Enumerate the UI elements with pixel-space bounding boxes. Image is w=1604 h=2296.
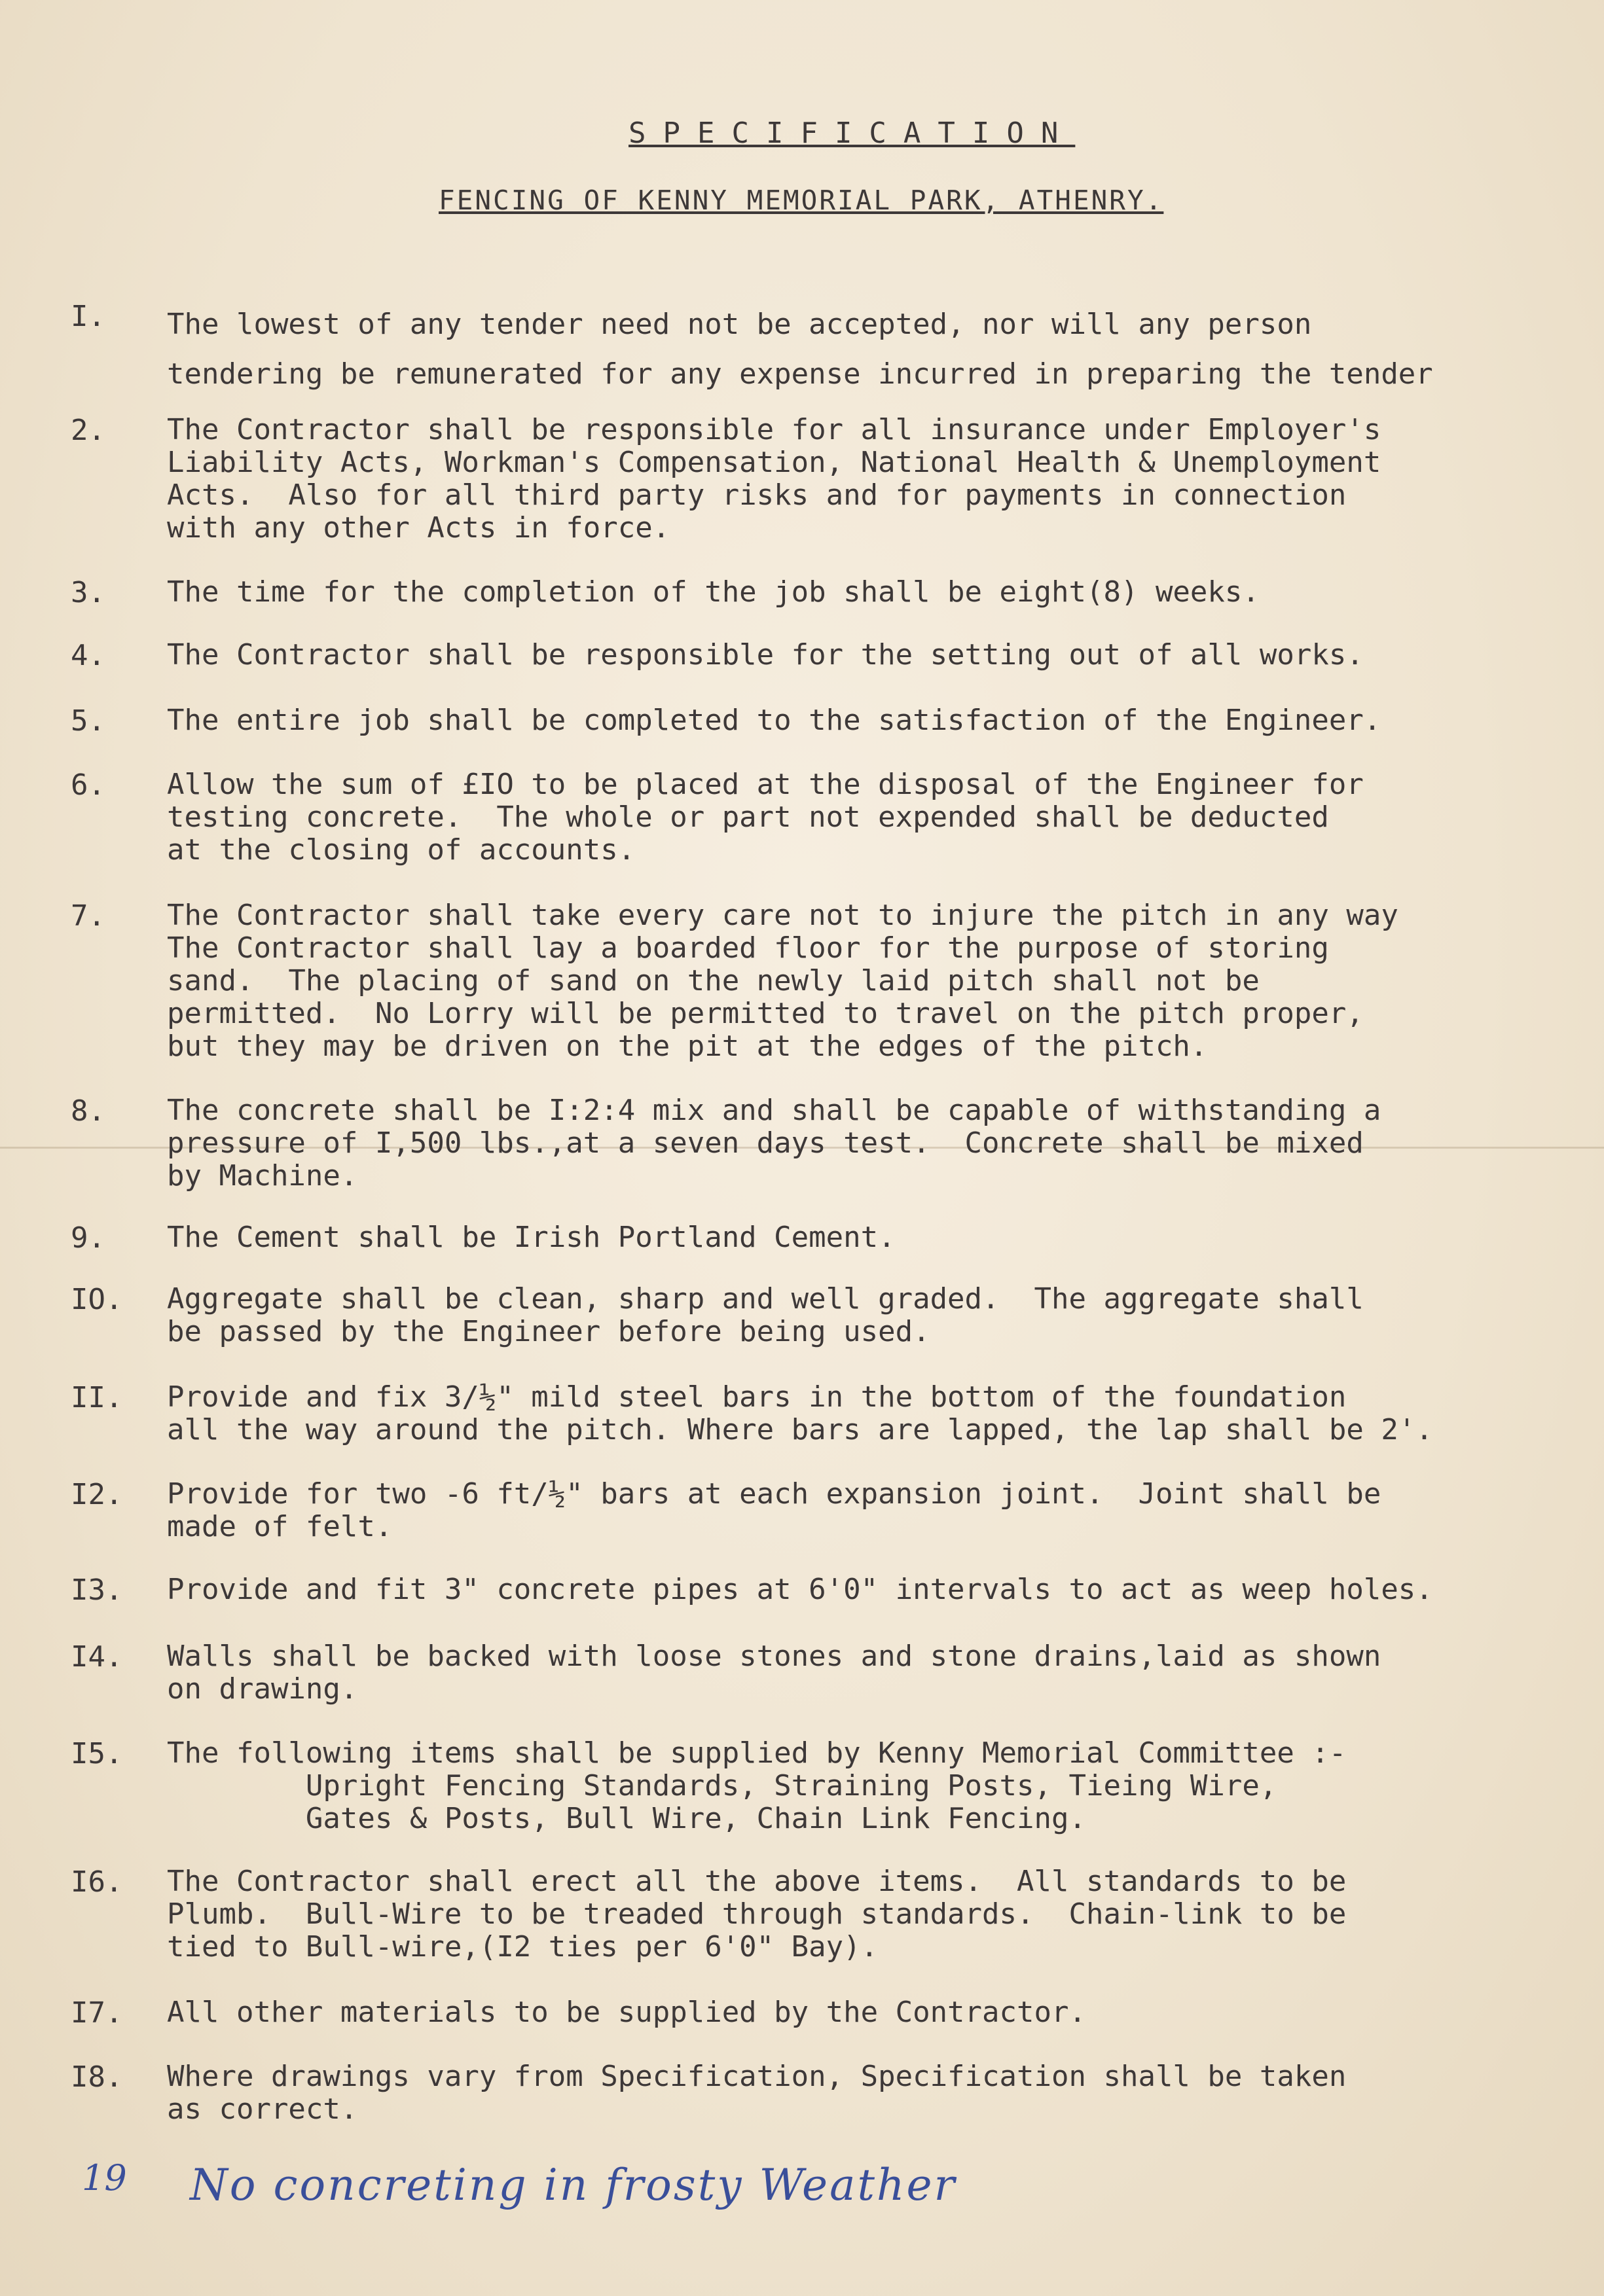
clause-text: Provide and fix 3/½" mild steel bars in the bottom of the foundation all the way around the pitch. Where bars are lapped, the lap shall be 2'. <box>167 1380 1433 1446</box>
clause-number: I5. <box>71 1737 123 1770</box>
clause-text: Allow the sum of £IO to be placed at the disposal of the Engineer for testing concrete. The whole or part not expended shall be deducted at the closing of accounts. <box>167 768 1364 867</box>
clause-number: IO. <box>71 1283 123 1316</box>
clause-text: Walls shall be backed with loose stones and stone drains,laid as shown on drawing. <box>167 1640 1381 1706</box>
clause-text: The entire job shall be completed to the satisfaction of the Engineer. <box>167 704 1381 737</box>
clause-number: 5. <box>71 704 105 738</box>
handwritten-clause-text: No concreting in frosty Weather <box>190 2160 957 2210</box>
clause-text: All other materials to be supplied by the Contractor. <box>167 1996 1086 2029</box>
clause-text: The Cement shall be Irish Portland Cement. <box>167 1221 896 1254</box>
clause-number: 2. <box>71 414 105 447</box>
clause-number: 9. <box>71 1221 105 1255</box>
clause-text: Where drawings vary from Specification, Specification shall be taken as correct. <box>167 2060 1347 2126</box>
clause-text: The concrete shall be I:2:4 mix and shall be capable of withstanding a pressure of I,500 lbs.,at a seven days test. Concrete shall be mixed by Machine. <box>167 1094 1381 1193</box>
clause-text: The lowest of any tender need not be accepted, nor will any person tendering be remunerated for any expense incurred in preparing the tender <box>167 308 1433 391</box>
clause-number: 6. <box>71 768 105 802</box>
clause-number: I6. <box>71 1865 123 1899</box>
clause-number: 7. <box>71 899 105 933</box>
clause-text: Provide and fit 3" concrete pipes at 6'0" intervals to act as weep holes. <box>167 1573 1433 1606</box>
clause-text: The Contractor shall take every care not to injure the pitch in any way The Contractor shall lay a boarded floor for the purpose of storing sand. The placing of sand on the newly laid pitch shall not be permitted. No Lorry will be permitted to travel on the pitch proper, but they may be driven on the pit at the edges of the pitch. <box>167 899 1398 1063</box>
clause-number: I. <box>71 300 105 333</box>
clause-number: I8. <box>71 2060 123 2094</box>
clause-number: I3. <box>71 1573 123 1607</box>
clause-text: Aggregate shall be clean, sharp and well graded. The aggregate shall be passed by the Engineer before being used. <box>167 1282 1364 1348</box>
clause-number: 4. <box>71 639 105 672</box>
document-title: SPECIFICATION <box>629 117 1076 150</box>
clause-number: II. <box>71 1381 123 1414</box>
clause-number: 3. <box>71 576 105 609</box>
clause-number: I2. <box>71 1478 123 1511</box>
clause-number: I7. <box>71 1996 123 2030</box>
clause-text: The Contractor shall be responsible for the setting out of all works. <box>167 638 1364 672</box>
clause-number: 8. <box>71 1094 105 1128</box>
clause-text: The time for the completion of the job shall be eight(8) weeks. <box>167 575 1260 609</box>
clause-number: I4. <box>71 1640 123 1674</box>
handwritten-clause-number: 19 <box>82 2157 127 2198</box>
clause-text: The following items shall be supplied by Kenny Memorial Committee :- Upright Fencing Standards, Straining Posts, Tieing Wire, Gates & Posts, Bull Wire, Chain Link Fencing. <box>167 1736 1347 1835</box>
document-subtitle: FENCING OF KENNY MEMORIAL PARK, ATHENRY. <box>439 185 1164 216</box>
clause-text: The Contractor shall be responsible for all insurance under Employer's Liability Acts, Workman's Compensation, National Health & Unemployment Acts. Also for all third party risks and for payments in connection with any other Acts in force. <box>167 413 1381 545</box>
clause-text: The Contractor shall erect all the above items. All standards to be Plumb. Bull-Wire to be treaded through standards. Chain-link to be tied to Bull-wire,(I2 ties per 6'0" Bay). <box>167 1865 1347 1964</box>
clause-text: Provide for two -6 ft/½" bars at each expansion joint. Joint shall be made of felt. <box>167 1477 1381 1543</box>
